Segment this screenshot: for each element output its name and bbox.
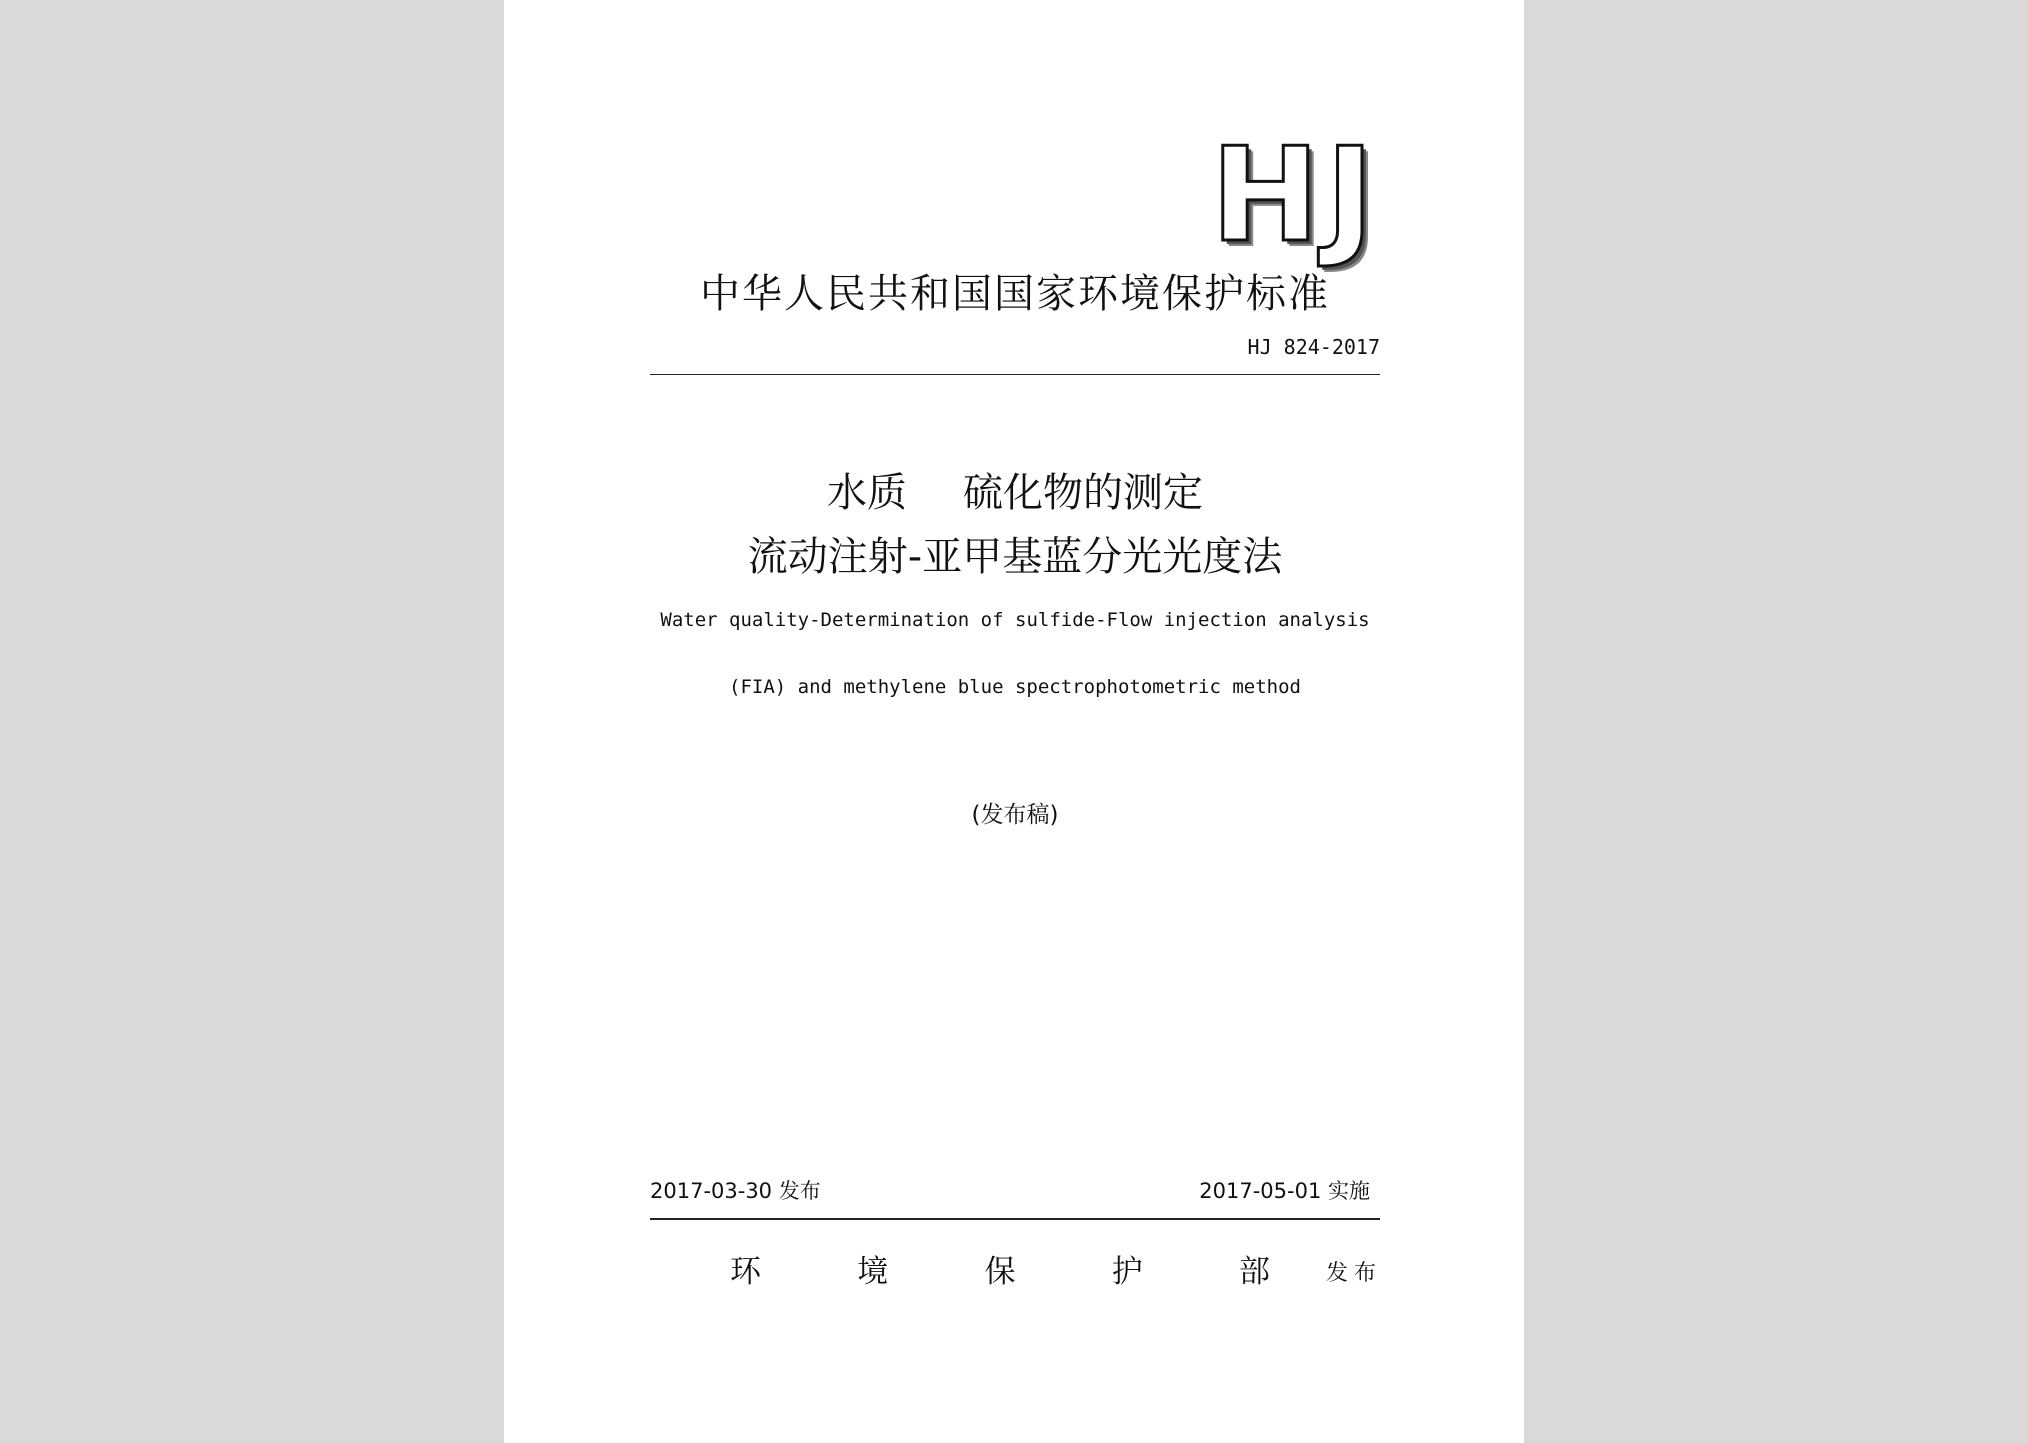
implement-date: 2017-05-01 实施 [1199, 1179, 1370, 1203]
en-title-line-2: (FIA) and methylene blue spectrophotometric method [729, 676, 1301, 698]
issuer-suffix: 发布 [1326, 1261, 1383, 1286]
cn-title-line-1 [650, 463, 1380, 523]
cn-title-subject: 水质 [827, 470, 907, 516]
issuer-char: 部 [1239, 1254, 1270, 1290]
issuer-char: 环 [730, 1254, 761, 1290]
issuer-char: 境 [857, 1254, 889, 1290]
draft-status: (发布稿) [971, 802, 1059, 828]
footer-divider [650, 1218, 1380, 1220]
standard-type-title: 中华人民共和国国家环境保护标准 [700, 271, 1330, 317]
cn-title-topic: 硫化物的测定 [963, 470, 1203, 516]
cn-title-line-2: 流动注射-亚甲基蓝分光光度法 [747, 534, 1283, 580]
issuer-name [730, 1252, 1270, 1292]
issuer-char: 护 [1111, 1254, 1143, 1290]
publish-date: 2017-03-30 发布 [650, 1179, 821, 1203]
standard-code: HJ 824-2017 [1247, 335, 1380, 359]
issuer-char: 保 [984, 1254, 1016, 1290]
hj-logo: HJ [1210, 119, 1380, 271]
en-title-line-1: Water quality-Determination of sulfide-Flow injection analysis [660, 609, 1370, 631]
header-divider [650, 374, 1380, 375]
